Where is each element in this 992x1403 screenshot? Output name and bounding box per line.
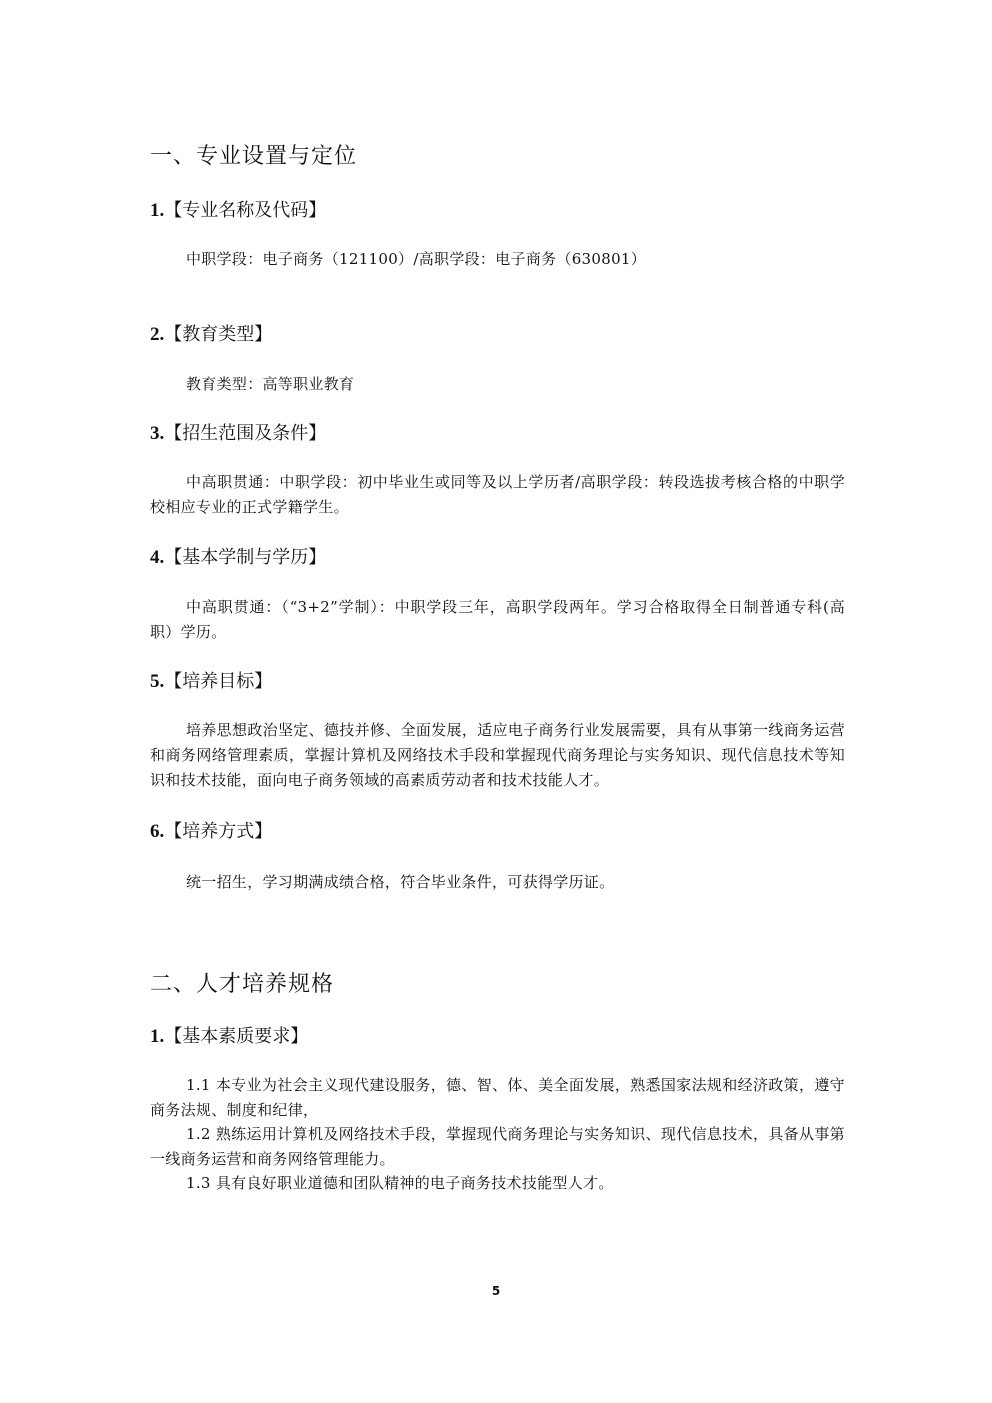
subheading-number: 5. [150, 671, 165, 692]
subheading-number: 4. [150, 547, 165, 568]
subheading-number: 3. [150, 423, 165, 444]
paragraph-1-5: 培养思想政治坚定、德技并修、全面发展，适应电子商务行业发展需要，具有从事第一线商务运营和商务网络管理素质，掌握计算机及网络技术手段和掌握现代商务理论与实务知识、现代信息技术等知识和技术技能，面向电子商务领域的高素质劳动者和技术技能人才。 [150, 721, 845, 789]
section-title-2: 二、人才培养规格 [150, 972, 335, 997]
list-item: 1.2 熟练运用计算机及网络技术手段，掌握现代商务理论与实务知识、现代信息技术，具备从事第一线商务运营和商务网络管理能力。 [150, 1125, 845, 1168]
section-title-1: 一、专业设置与定位 [150, 144, 358, 169]
subheading-text: 【培养方式】 [164, 821, 273, 842]
subheading-text: 【专业名称及代码】 [164, 200, 327, 221]
subheading-text: 【教育类型】 [164, 324, 273, 345]
paragraph-1-4: 中高职贯通：（“3+2”学制）：中职学段三年，高职学段两年。学习合格取得全日制普通专科(高职）学历。 [150, 598, 845, 641]
subheading-1-6 [150, 819, 845, 845]
subheading-text: 【招生范围及条件】 [164, 423, 327, 444]
subheading-2-1 [150, 1024, 845, 1050]
subheading-number: 6. [150, 821, 165, 842]
subheading-number: 1. [150, 200, 165, 221]
list-item: 1.1 本专业为社会主义现代建设服务，德、智、体、美全面发展，熟悉国家法规和经济政策，遵守商务法规、制度和纪律， [150, 1076, 845, 1119]
paragraph-1-1: 中职学段：电子商务（121100）/高职学段：电子商务（630801） [186, 250, 647, 268]
subheading-1-1 [150, 198, 845, 224]
subheading-number: 1. [150, 1026, 165, 1047]
paragraph-1-2: 教育类型：高等职业教育 [186, 375, 355, 393]
list-item: 1.3 具有良好职业道德和团队精神的电子商务技术技能型人才。 [186, 1174, 614, 1192]
subheading-text: 【基本学制与学历】 [164, 547, 327, 568]
subheading-number: 2. [150, 324, 165, 345]
paragraph-1-6: 统一招生，学习期满成绩合格，符合毕业条件，可获得学历证。 [186, 873, 615, 891]
page-number: 5 [491, 1284, 501, 1298]
subheading-1-2 [150, 322, 845, 348]
subheading-1-4 [150, 545, 845, 571]
subheading-text: 【基本素质要求】 [164, 1026, 309, 1047]
subheading-1-3 [150, 421, 845, 447]
requirements-list [150, 1073, 845, 1196]
subheading-1-5 [150, 669, 845, 695]
subheading-text: 【培养目标】 [164, 671, 273, 692]
paragraph-1-3: 中高职贯通：中职学段：初中毕业生或同等及以上学历者/高职学段：转段选拔考核合格的中职学校相应专业的正式学籍学生。 [150, 473, 845, 516]
